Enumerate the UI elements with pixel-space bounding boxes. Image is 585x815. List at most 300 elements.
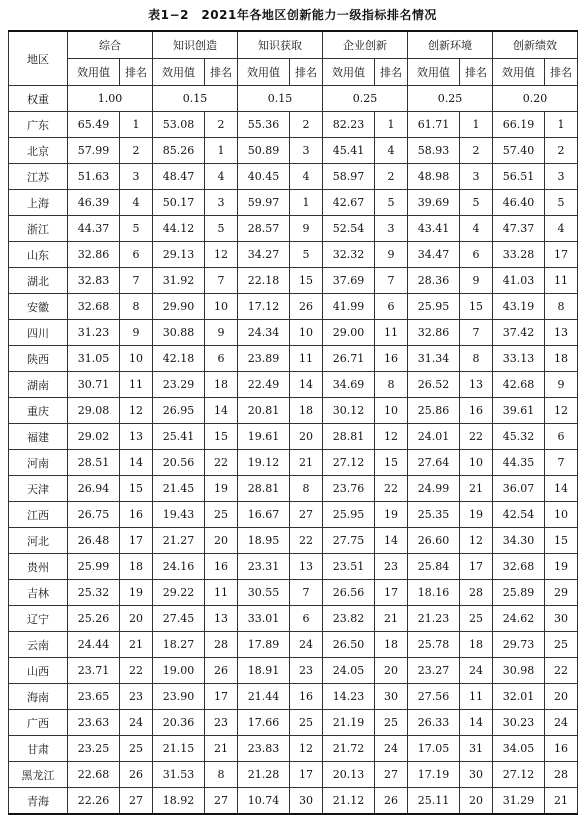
rank-cell: 5 xyxy=(460,190,493,216)
group-header-innovation-environment: 创新环境 xyxy=(408,31,493,59)
value-cell: 23.51 xyxy=(323,554,375,580)
value-cell: 30.88 xyxy=(153,320,205,346)
value-cell: 51.63 xyxy=(68,164,120,190)
rank-cell: 6 xyxy=(205,346,238,372)
value-cell: 16.67 xyxy=(238,502,290,528)
table-row xyxy=(9,268,578,294)
region-cell: 北京 xyxy=(9,138,68,164)
rank-cell: 27 xyxy=(120,788,153,815)
rank-cell: 4 xyxy=(375,138,408,164)
value-cell: 44.37 xyxy=(68,216,120,242)
value-cell: 23.65 xyxy=(68,684,120,710)
rank-cell: 18 xyxy=(460,632,493,658)
rank-cell: 1 xyxy=(120,112,153,138)
value-cell: 29.13 xyxy=(153,242,205,268)
value-cell: 31.29 xyxy=(493,788,545,815)
subheader-value: 效用值 xyxy=(493,59,545,86)
region-cell: 上海 xyxy=(9,190,68,216)
value-cell: 30.12 xyxy=(323,398,375,424)
rank-cell: 16 xyxy=(545,736,578,762)
value-cell: 58.93 xyxy=(408,138,460,164)
region-cell: 重庆 xyxy=(9,398,68,424)
value-cell: 18.27 xyxy=(153,632,205,658)
rank-cell: 20 xyxy=(120,606,153,632)
value-cell: 25.86 xyxy=(408,398,460,424)
value-cell: 50.89 xyxy=(238,138,290,164)
value-cell: 65.49 xyxy=(68,112,120,138)
rank-cell: 14 xyxy=(205,398,238,424)
rank-cell: 24 xyxy=(545,710,578,736)
table-row xyxy=(9,424,578,450)
value-cell: 26.60 xyxy=(408,528,460,554)
value-cell: 31.53 xyxy=(153,762,205,788)
rank-cell: 20 xyxy=(205,528,238,554)
rank-cell: 6 xyxy=(460,242,493,268)
value-cell: 20.81 xyxy=(238,398,290,424)
value-cell: 21.27 xyxy=(153,528,205,554)
rank-cell: 18 xyxy=(375,632,408,658)
rank-cell: 26 xyxy=(290,294,323,320)
value-cell: 29.08 xyxy=(68,398,120,424)
rank-cell: 11 xyxy=(545,268,578,294)
rank-cell: 13 xyxy=(205,606,238,632)
table-row xyxy=(9,736,578,762)
region-cell: 海南 xyxy=(9,684,68,710)
rank-cell: 21 xyxy=(120,632,153,658)
value-cell: 57.40 xyxy=(493,138,545,164)
rank-cell: 12 xyxy=(545,398,578,424)
value-cell: 44.12 xyxy=(153,216,205,242)
value-cell: 34.27 xyxy=(238,242,290,268)
subheader-rank: 排名 xyxy=(545,59,578,86)
rank-cell: 17 xyxy=(120,528,153,554)
rank-cell: 16 xyxy=(460,398,493,424)
value-cell: 30.71 xyxy=(68,372,120,398)
weight-value: 1.00 xyxy=(68,86,153,112)
value-cell: 53.08 xyxy=(153,112,205,138)
weight-label: 权重 xyxy=(9,86,68,112)
rank-cell: 28 xyxy=(460,580,493,606)
value-cell: 26.50 xyxy=(323,632,375,658)
rank-cell: 3 xyxy=(375,216,408,242)
value-cell: 59.97 xyxy=(238,190,290,216)
rank-cell: 7 xyxy=(120,268,153,294)
rank-cell: 23 xyxy=(205,710,238,736)
value-cell: 82.23 xyxy=(323,112,375,138)
rank-cell: 10 xyxy=(460,450,493,476)
value-cell: 31.92 xyxy=(153,268,205,294)
subheader-value: 效用值 xyxy=(408,59,460,86)
rank-cell: 26 xyxy=(375,788,408,815)
value-cell: 26.75 xyxy=(68,502,120,528)
table-row xyxy=(9,112,578,138)
table-row xyxy=(9,684,578,710)
rank-cell: 12 xyxy=(120,398,153,424)
rank-cell: 8 xyxy=(205,762,238,788)
rank-cell: 20 xyxy=(545,684,578,710)
region-cell: 浙江 xyxy=(9,216,68,242)
value-cell: 23.27 xyxy=(408,658,460,684)
value-cell: 17.19 xyxy=(408,762,460,788)
value-cell: 17.89 xyxy=(238,632,290,658)
rank-cell: 7 xyxy=(460,320,493,346)
subheader-rank: 排名 xyxy=(290,59,323,86)
rank-cell: 14 xyxy=(290,372,323,398)
rank-cell: 7 xyxy=(375,268,408,294)
rank-cell: 1 xyxy=(290,190,323,216)
rank-cell: 18 xyxy=(205,372,238,398)
value-cell: 26.95 xyxy=(153,398,205,424)
value-cell: 42.68 xyxy=(493,372,545,398)
rank-cell: 20 xyxy=(290,424,323,450)
value-cell: 41.03 xyxy=(493,268,545,294)
region-cell: 辽宁 xyxy=(9,606,68,632)
value-cell: 21.72 xyxy=(323,736,375,762)
rank-cell: 4 xyxy=(545,216,578,242)
rank-cell: 2 xyxy=(460,138,493,164)
subheader-rank: 排名 xyxy=(205,59,238,86)
value-cell: 32.01 xyxy=(493,684,545,710)
value-cell: 32.68 xyxy=(68,294,120,320)
value-cell: 34.05 xyxy=(493,736,545,762)
rank-cell: 14 xyxy=(120,450,153,476)
rank-cell: 23 xyxy=(120,684,153,710)
value-cell: 18.16 xyxy=(408,580,460,606)
value-cell: 28.36 xyxy=(408,268,460,294)
value-cell: 26.94 xyxy=(68,476,120,502)
value-cell: 19.43 xyxy=(153,502,205,528)
region-cell: 广西 xyxy=(9,710,68,736)
value-cell: 24.05 xyxy=(323,658,375,684)
subheader-value: 效用值 xyxy=(68,59,120,86)
rank-cell: 15 xyxy=(545,528,578,554)
rank-cell: 22 xyxy=(545,658,578,684)
rank-cell: 18 xyxy=(545,346,578,372)
value-cell: 28.51 xyxy=(68,450,120,476)
rank-cell: 22 xyxy=(120,658,153,684)
region-cell: 广东 xyxy=(9,112,68,138)
rank-cell: 19 xyxy=(460,502,493,528)
rank-cell: 16 xyxy=(120,502,153,528)
region-cell: 江西 xyxy=(9,502,68,528)
value-cell: 26.33 xyxy=(408,710,460,736)
rank-cell: 27 xyxy=(375,762,408,788)
value-cell: 24.44 xyxy=(68,632,120,658)
region-header: 地区 xyxy=(9,31,68,86)
rank-cell: 11 xyxy=(205,580,238,606)
subheader-rank: 排名 xyxy=(460,59,493,86)
rank-cell: 9 xyxy=(205,320,238,346)
value-cell: 42.54 xyxy=(493,502,545,528)
rank-cell: 6 xyxy=(120,242,153,268)
table-row xyxy=(9,216,578,242)
rank-cell: 9 xyxy=(460,268,493,294)
value-cell: 24.01 xyxy=(408,424,460,450)
region-cell: 陕西 xyxy=(9,346,68,372)
value-cell: 24.16 xyxy=(153,554,205,580)
rank-cell: 9 xyxy=(545,372,578,398)
value-cell: 26.56 xyxy=(323,580,375,606)
value-cell: 25.26 xyxy=(68,606,120,632)
rank-cell: 30 xyxy=(460,762,493,788)
value-cell: 47.37 xyxy=(493,216,545,242)
value-cell: 27.75 xyxy=(323,528,375,554)
rank-cell: 6 xyxy=(290,606,323,632)
value-cell: 20.56 xyxy=(153,450,205,476)
rank-cell: 21 xyxy=(205,736,238,762)
value-cell: 18.92 xyxy=(153,788,205,815)
rank-cell: 23 xyxy=(375,554,408,580)
rank-cell: 8 xyxy=(460,346,493,372)
value-cell: 28.57 xyxy=(238,216,290,242)
rank-cell: 22 xyxy=(375,476,408,502)
value-cell: 55.36 xyxy=(238,112,290,138)
value-cell: 31.23 xyxy=(68,320,120,346)
value-cell: 28.81 xyxy=(238,476,290,502)
rank-cell: 26 xyxy=(120,762,153,788)
rank-cell: 20 xyxy=(460,788,493,815)
value-cell: 25.32 xyxy=(68,580,120,606)
rank-cell: 2 xyxy=(205,112,238,138)
value-cell: 31.34 xyxy=(408,346,460,372)
table-row xyxy=(9,450,578,476)
value-cell: 26.52 xyxy=(408,372,460,398)
value-cell: 57.99 xyxy=(68,138,120,164)
rank-cell: 17 xyxy=(460,554,493,580)
rank-cell: 11 xyxy=(120,372,153,398)
value-cell: 66.19 xyxy=(493,112,545,138)
weight-value: 0.25 xyxy=(408,86,493,112)
value-cell: 42.67 xyxy=(323,190,375,216)
value-cell: 19.00 xyxy=(153,658,205,684)
value-cell: 21.44 xyxy=(238,684,290,710)
rank-cell: 14 xyxy=(460,710,493,736)
value-cell: 32.86 xyxy=(68,242,120,268)
value-cell: 18.95 xyxy=(238,528,290,554)
rank-cell: 15 xyxy=(205,424,238,450)
table-row xyxy=(9,710,578,736)
value-cell: 42.18 xyxy=(153,346,205,372)
group-header-enterprise-innovation: 企业创新 xyxy=(323,31,408,59)
value-cell: 21.19 xyxy=(323,710,375,736)
rank-cell: 15 xyxy=(290,268,323,294)
rank-cell: 3 xyxy=(120,164,153,190)
rank-cell: 11 xyxy=(375,320,408,346)
value-cell: 26.71 xyxy=(323,346,375,372)
region-cell: 黑龙江 xyxy=(9,762,68,788)
rank-cell: 10 xyxy=(375,398,408,424)
rank-cell: 12 xyxy=(205,242,238,268)
value-cell: 23.63 xyxy=(68,710,120,736)
value-cell: 22.26 xyxy=(68,788,120,815)
value-cell: 34.47 xyxy=(408,242,460,268)
rank-cell: 5 xyxy=(205,216,238,242)
region-cell: 山西 xyxy=(9,658,68,684)
weight-value: 0.20 xyxy=(493,86,578,112)
value-cell: 21.15 xyxy=(153,736,205,762)
value-cell: 29.02 xyxy=(68,424,120,450)
region-cell: 山东 xyxy=(9,242,68,268)
table-row xyxy=(9,528,578,554)
rank-cell: 9 xyxy=(120,320,153,346)
value-cell: 30.23 xyxy=(493,710,545,736)
value-cell: 20.36 xyxy=(153,710,205,736)
value-cell: 32.68 xyxy=(493,554,545,580)
rank-cell: 8 xyxy=(375,372,408,398)
table-row xyxy=(9,554,578,580)
table-row xyxy=(9,190,578,216)
value-cell: 22.68 xyxy=(68,762,120,788)
group-header-innovation-performance: 创新绩效 xyxy=(493,31,578,59)
rank-cell: 6 xyxy=(375,294,408,320)
subheader-value: 效用值 xyxy=(238,59,290,86)
value-cell: 17.66 xyxy=(238,710,290,736)
value-cell: 27.45 xyxy=(153,606,205,632)
rank-cell: 30 xyxy=(290,788,323,815)
rank-cell: 24 xyxy=(460,658,493,684)
rank-cell: 19 xyxy=(205,476,238,502)
rank-cell: 5 xyxy=(545,190,578,216)
value-cell: 30.98 xyxy=(493,658,545,684)
value-cell: 17.05 xyxy=(408,736,460,762)
rank-cell: 1 xyxy=(460,112,493,138)
weight-row xyxy=(9,86,578,112)
rank-cell: 17 xyxy=(545,242,578,268)
value-cell: 41.99 xyxy=(323,294,375,320)
rank-cell: 1 xyxy=(375,112,408,138)
rank-cell: 15 xyxy=(460,294,493,320)
rank-cell: 5 xyxy=(120,216,153,242)
table-row xyxy=(9,320,578,346)
value-cell: 39.61 xyxy=(493,398,545,424)
rank-cell: 25 xyxy=(205,502,238,528)
rank-cell: 29 xyxy=(545,580,578,606)
value-cell: 30.55 xyxy=(238,580,290,606)
subheader-value: 效用值 xyxy=(153,59,205,86)
rank-cell: 5 xyxy=(290,242,323,268)
rank-cell: 28 xyxy=(205,632,238,658)
table-row xyxy=(9,762,578,788)
value-cell: 32.32 xyxy=(323,242,375,268)
rank-cell: 2 xyxy=(120,138,153,164)
table-row xyxy=(9,138,578,164)
table-row xyxy=(9,242,578,268)
rank-cell: 27 xyxy=(205,788,238,815)
value-cell: 21.12 xyxy=(323,788,375,815)
table-row xyxy=(9,632,578,658)
rank-cell: 21 xyxy=(375,606,408,632)
group-header-knowledge-acquisition: 知识获取 xyxy=(238,31,323,59)
region-cell: 湖北 xyxy=(9,268,68,294)
rank-cell: 19 xyxy=(375,502,408,528)
table-row xyxy=(9,294,578,320)
value-cell: 25.35 xyxy=(408,502,460,528)
table-row xyxy=(9,372,578,398)
value-cell: 61.71 xyxy=(408,112,460,138)
region-cell: 四川 xyxy=(9,320,68,346)
rank-cell: 15 xyxy=(120,476,153,502)
value-cell: 23.29 xyxy=(153,372,205,398)
rank-cell: 25 xyxy=(375,710,408,736)
rank-cell: 25 xyxy=(545,632,578,658)
rank-cell: 12 xyxy=(375,424,408,450)
value-cell: 43.19 xyxy=(493,294,545,320)
rank-cell: 25 xyxy=(290,710,323,736)
value-cell: 24.99 xyxy=(408,476,460,502)
value-cell: 21.28 xyxy=(238,762,290,788)
rank-cell: 5 xyxy=(375,190,408,216)
rank-cell: 2 xyxy=(375,164,408,190)
rank-cell: 12 xyxy=(460,528,493,554)
value-cell: 21.45 xyxy=(153,476,205,502)
rank-cell: 24 xyxy=(120,710,153,736)
region-cell: 青海 xyxy=(9,788,68,815)
group-header-knowledge-creation: 知识创造 xyxy=(153,31,238,59)
weight-value: 0.15 xyxy=(238,86,323,112)
region-cell: 河北 xyxy=(9,528,68,554)
value-cell: 22.18 xyxy=(238,268,290,294)
group-header-composite: 综合 xyxy=(68,31,153,59)
rank-cell: 10 xyxy=(545,502,578,528)
rank-cell: 19 xyxy=(120,580,153,606)
value-cell: 26.48 xyxy=(68,528,120,554)
value-cell: 29.22 xyxy=(153,580,205,606)
rank-cell: 10 xyxy=(290,320,323,346)
value-cell: 43.41 xyxy=(408,216,460,242)
value-cell: 24.34 xyxy=(238,320,290,346)
value-cell: 22.49 xyxy=(238,372,290,398)
value-cell: 23.90 xyxy=(153,684,205,710)
value-cell: 25.89 xyxy=(493,580,545,606)
value-cell: 45.32 xyxy=(493,424,545,450)
value-cell: 45.41 xyxy=(323,138,375,164)
rank-cell: 16 xyxy=(290,684,323,710)
value-cell: 48.47 xyxy=(153,164,205,190)
rank-cell: 17 xyxy=(290,762,323,788)
rank-cell: 9 xyxy=(375,242,408,268)
region-cell: 江苏 xyxy=(9,164,68,190)
value-cell: 23.25 xyxy=(68,736,120,762)
rank-cell: 18 xyxy=(290,398,323,424)
rank-cell: 23 xyxy=(290,658,323,684)
table-row xyxy=(9,606,578,632)
rank-cell: 16 xyxy=(205,554,238,580)
region-cell: 天津 xyxy=(9,476,68,502)
value-cell: 23.89 xyxy=(238,346,290,372)
value-cell: 56.51 xyxy=(493,164,545,190)
rank-cell: 22 xyxy=(460,424,493,450)
value-cell: 25.84 xyxy=(408,554,460,580)
rank-cell: 10 xyxy=(205,294,238,320)
rank-cell: 1 xyxy=(205,138,238,164)
region-cell: 福建 xyxy=(9,424,68,450)
region-cell: 湖南 xyxy=(9,372,68,398)
value-cell: 17.12 xyxy=(238,294,290,320)
rank-cell: 28 xyxy=(545,762,578,788)
value-cell: 37.42 xyxy=(493,320,545,346)
rank-cell: 4 xyxy=(205,164,238,190)
value-cell: 27.12 xyxy=(323,450,375,476)
value-cell: 19.61 xyxy=(238,424,290,450)
rank-cell: 14 xyxy=(545,476,578,502)
rank-cell: 13 xyxy=(290,554,323,580)
value-cell: 29.00 xyxy=(323,320,375,346)
table-row xyxy=(9,580,578,606)
rank-cell: 1 xyxy=(545,112,578,138)
region-cell: 云南 xyxy=(9,632,68,658)
table-row xyxy=(9,476,578,502)
rank-cell: 22 xyxy=(205,450,238,476)
